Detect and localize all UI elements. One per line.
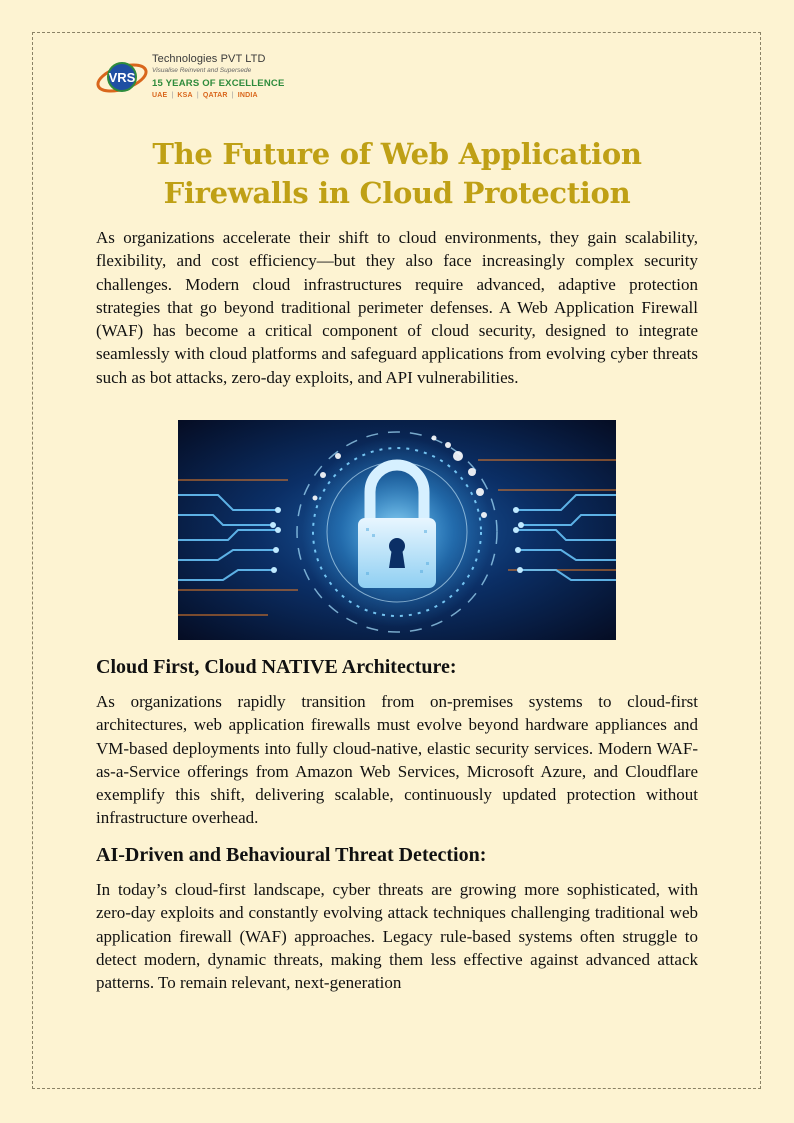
company-logo — [96, 52, 296, 110]
title-line-1: The Future of Web Application — [152, 137, 642, 171]
excellence-badge: 15 YEARS OF EXCELLENCE — [152, 78, 285, 89]
logo-mark-text: VRS — [108, 70, 136, 85]
section-body-ai-driven: In today’s cloud-first landscape, cyber threats are growing more sophisticated, with zero-day exploits and constantly evolving attack techniques challenging traditional web application firewall (WAF) approaches. Legacy rule-based systems often struggle to detect modern, dynamic threats, making them less effective against advanced attack patterns. To remain relevant, next-generation — [96, 880, 698, 993]
section-body-cloud-first: As organizations rapidly transition from on-premises systems to cloud-first architectures, web application firewalls must evolve beyond hardware appliances and VM-based deployments into fully cloud-native, elastic security services. Modern WAF-as-a-Service offerings from Amazon Web Services, Microsoft Azure, and Cloudflare exemplify this shift, delivering scalable, continuously updated protection without infrastructure overhead. — [96, 692, 698, 828]
country-list: UAE | KSA | QATAR | INDIA — [152, 92, 258, 99]
section-heading-cloud-first: Cloud First, Cloud NATIVE Architecture: — [96, 656, 457, 678]
title-line-2: Firewalls in Cloud Protection — [163, 176, 631, 210]
article-title — [96, 135, 698, 213]
cyber-security-image — [178, 420, 616, 640]
vrs-logo-icon — [96, 54, 154, 100]
country-india: INDIA — [237, 92, 258, 99]
country-qatar: QATAR — [202, 92, 228, 99]
company-name: Technologies PVT LTD — [152, 53, 266, 65]
country-ksa: KSA — [177, 92, 193, 99]
company-tagline: Visualise Reinvent and Supersede — [152, 67, 252, 74]
country-uae: UAE — [152, 92, 168, 99]
intro-paragraph: As organizations accelerate their shift to cloud environments, they gain scalability, flexibility, and cost efficiency—but they also face increasingly complex security challenges. Modern cloud infrastructures require advanced, adaptive protection strategies that go beyond traditional perimeter defenses. A Web Application Firewall (WAF) has become a critical component of cloud security, designed to integrate seamlessly with cloud platforms and safeguard applications from evolving cyber threats such as bot attacks, zero-day exploits, and API vulnerabilities. — [96, 228, 698, 387]
section-heading-ai-driven: AI-Driven and Behavioural Threat Detection: — [96, 844, 487, 866]
